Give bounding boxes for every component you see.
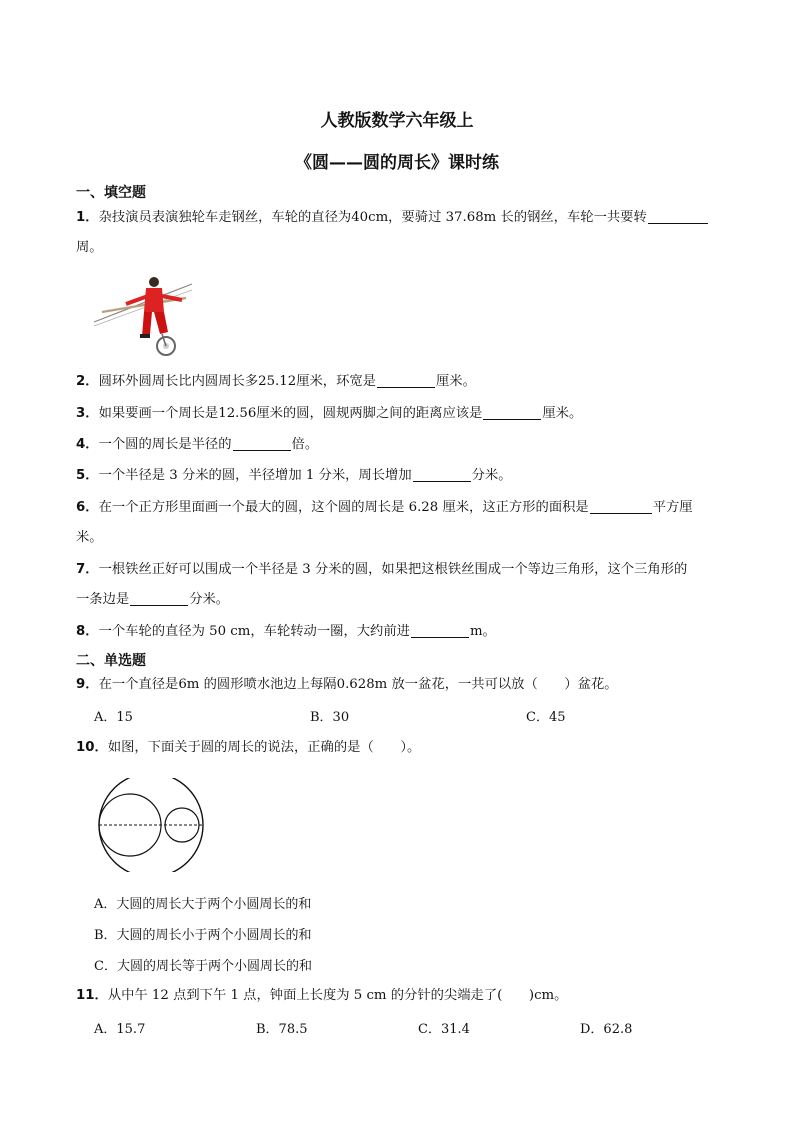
question-number: 1． — [76, 210, 99, 225]
question-number: 9． — [76, 677, 99, 692]
option-c[interactable]: C．45 — [526, 710, 566, 725]
question-text-end: 分米。 — [189, 592, 230, 607]
question-number: 8． — [76, 624, 99, 639]
question-text: 如果要画一个周长是12.56厘米的圆，圆规两脚之间的距离应该是 — [98, 406, 483, 421]
question-5 — [76, 466, 756, 486]
unicycle-acrobat-image — [92, 274, 192, 360]
option-c[interactable]: C．31.4 — [418, 1022, 470, 1037]
question-number: 7． — [76, 562, 99, 577]
option-b[interactable]: B．78.5 — [256, 1022, 308, 1037]
question-6 — [76, 498, 756, 518]
question-2 — [76, 372, 756, 392]
answer-blank[interactable] — [413, 467, 471, 482]
question-8 — [76, 622, 756, 642]
question-text: 圆环外圆周长比内圆周长多25.12厘米，环宽是 — [98, 374, 376, 389]
question-text: 一个半径是 3 分米的圆，半径增加 1 分米，周长增加 — [98, 468, 412, 483]
question-9 — [76, 675, 756, 695]
question-text: 如图，下面关于圆的周长的说法，正确的是（ ）。 — [107, 740, 421, 755]
question-text: 一个车轮的直径为 50 cm，车轮转动一圈，大约前进 — [98, 624, 410, 639]
answer-blank[interactable] — [648, 209, 708, 224]
question-text: 杂技演员表演独轮车走钢丝，车轮的直径为40cm，要骑过 37.68m 长的钢丝，车轮一共要转 — [98, 210, 647, 225]
worksheet-subtitle: 《圆——圆的周长》课时练 — [295, 153, 499, 173]
answer-blank[interactable] — [233, 436, 291, 451]
answer-blank[interactable] — [483, 405, 541, 420]
question-number: 4． — [76, 437, 99, 452]
question-7 — [76, 560, 756, 580]
question-text: 一根铁丝正好可以围成一个半径是 3 分米的圆，如果把这根铁丝围成一个等边三角形，这个三角形的 — [98, 562, 688, 577]
question-text-end: m。 — [469, 624, 496, 639]
answer-blank[interactable] — [130, 591, 188, 606]
question-number: 10． — [76, 740, 108, 755]
question-text-end: 厘米。 — [435, 374, 476, 389]
question-number: 2． — [76, 374, 99, 389]
question-text: 在一个正方形里面画一个最大的圆，这个圆的周长是 6.28 厘米，这正方形的面积是 — [98, 500, 589, 515]
question-number: 5． — [76, 468, 99, 483]
option-b[interactable]: B．30 — [310, 710, 350, 725]
question-6-continuation: 米。 — [76, 530, 103, 545]
answer-blank[interactable] — [377, 373, 435, 388]
question-7-continuation — [76, 590, 229, 610]
option-a[interactable]: A．大圆的周长大于两个小圆周长的和 — [94, 897, 312, 912]
question-number: 6． — [76, 500, 99, 515]
question-text-end: 分米。 — [471, 468, 512, 483]
question-10 — [76, 738, 756, 758]
question-1-continuation: 周。 — [76, 240, 103, 255]
question-text-end: 倍。 — [291, 437, 319, 452]
answer-blank[interactable] — [590, 499, 652, 514]
section-single-choice-heading: 二、单选题 — [76, 653, 146, 669]
question-text: 从中午 12 点到下午 1 点，钟面上长度为 5 cm 的分针的尖端走了( )cm。 — [107, 988, 568, 1003]
question-text: 一条边是 — [76, 592, 130, 607]
question-text: 在一个直径是6m 的圆形喷水池边上每隔0.628m 放一盆花，一共可以放（ ）盆花。 — [98, 677, 618, 692]
answer-blank[interactable] — [411, 623, 469, 638]
question-text-end: 厘米。 — [542, 406, 583, 421]
option-a[interactable]: A．15.7 — [94, 1022, 146, 1037]
option-d[interactable]: D．62.8 — [580, 1022, 633, 1037]
question-1 — [76, 208, 756, 228]
question-number: 3． — [76, 406, 99, 421]
question-4 — [76, 435, 756, 455]
question-number: 11． — [76, 988, 108, 1003]
question-text: 一个圆的周长是半径的 — [98, 437, 232, 452]
question-text-end: 平方厘 — [652, 500, 693, 515]
section-fill-blank-heading: 一、填空题 — [76, 185, 146, 201]
worksheet-title: 人教版数学六年级上 — [320, 111, 474, 131]
circles-diagram — [96, 778, 206, 872]
option-c[interactable]: C．大圆的周长等于两个小圆周长的和 — [94, 959, 312, 974]
option-a[interactable]: A．15 — [94, 710, 133, 725]
question-3 — [76, 404, 756, 424]
option-b[interactable]: B．大圆的周长小于两个小圆周长的和 — [94, 928, 312, 943]
question-11 — [76, 986, 756, 1006]
